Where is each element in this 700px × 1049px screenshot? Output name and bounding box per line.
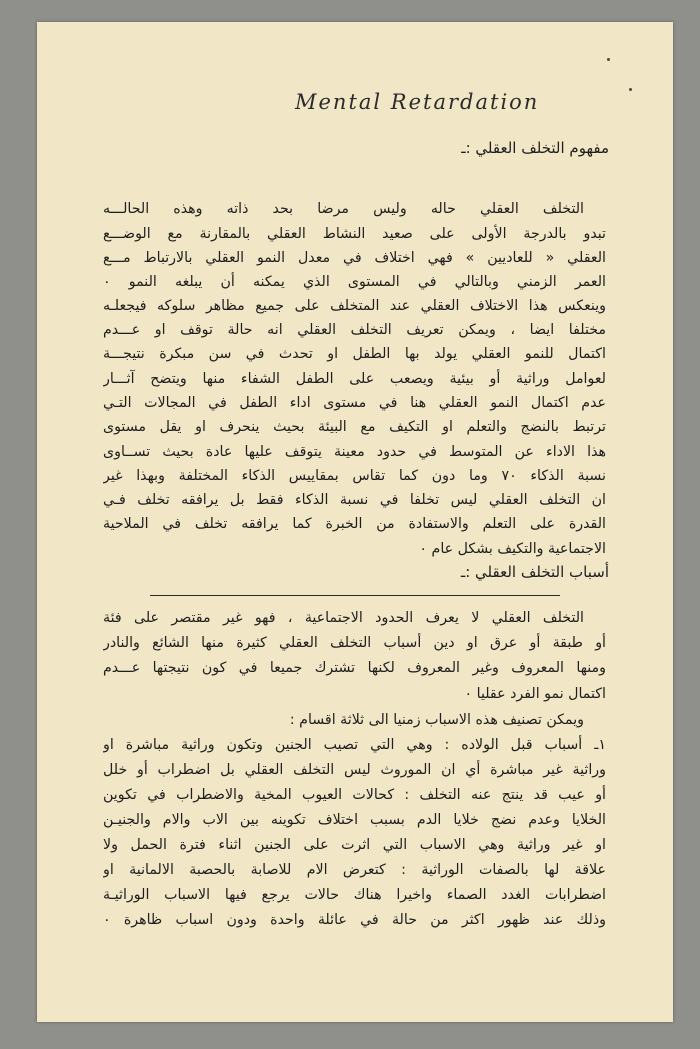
text-line: ومنها المعروف وغير المعروف لكنها تشترك جميعا في كون نتيجتها عـــدم [103,660,606,676]
text-line: ويمكن تصنيف هذه الاسباب زمنيا الى ثلاثة اقسام : [289,712,584,728]
text-line: وذلك عند ظهور اكثر من حالة في عائلة واحدة ودون اسباب ظاهرة ٠ [103,912,606,928]
text-line: أو طبقة أو عرق او دين أسباب التخلف العقلي كثيرة منها الشائع والنادر [103,635,606,651]
text-line: هذا الاداء عن المتوسط في حدود معينة يتوقف عليها عادة بحيث تســاوى [103,444,606,460]
pin-mark [629,88,632,91]
text-line: اكتمال نمو الفرد عقليا ٠ [464,686,606,702]
text-line: عدم اكتمال النمو العقلي هنا في مستوى اداء الطفل في المجالات التـي [103,395,606,411]
text-line: وينعكس هذا الاختلاف العقلي عند المتخلف على جميع مظاهر سلوكه فيجعلـه [103,298,606,314]
text-line: أو عيب قد ينتج عنه التخلف : كحالات العيوب المخية والاضطراب في تكوين [103,787,606,803]
text-line: الخلايا وعدم نضج خلايا الدم بسبب اختلاف تكوينه بين الاب والام والجنيـن [103,812,606,828]
text-line: اضطرابات الغدد الصماء واخيرا هناك حالات يرجع فيها الاسباب الوراثيـة [103,887,606,903]
text-line: علاقة لها بالصفات الوراثية : كتعرض الام للاصابة بالحصبة الالمانية او [103,862,606,878]
text-line: القدرة على التعلم والاستفادة من الخبرة كما يرافقه تخلف في الملاحية [103,516,606,532]
text-line: تبدو بالدرجة الأولى على صعيد النشاط العقلي بالمقارنة مع الوضـــع [103,226,606,242]
text-line: التخلف العقلي حاله وليس مرضا بحد ذاته وهذه الحالـــه [103,201,584,217]
heading-causes: أسباب التخلف العقلي :ـ [460,563,609,581]
text-line: الاجتماعية والتكيف بشكل عام ٠ [419,541,606,557]
text-line: العقلي « للعاديين » فهي اختلاف في معدل النمو العقلي بالارتباط مـــع [103,250,606,266]
text-line: اكتمال للنمو العقلي يولد بها الطفل او تحدث في سن مبكرة نتيجـــة [103,346,606,362]
text-line: مختلفا ايضا ، ويمكن تعريف التخلف العقلي انه حالة توقف او عـــدم [103,322,606,338]
text-line: او غير وراثية وهي الاسباب التي اثرت على الجنين اثناء فترة الحمل ولا [103,837,606,853]
text-line: لعوامل وراثية أو بيئية ويصعب على الطفل الشفاء منها ويتضح آثـــار [103,371,606,387]
text-line: ١ـ أسباب قبل الولاده : وهي التي تصيب الجنين وتكون وراثية مباشرة او [103,737,606,753]
text-line: وراثية غير مباشرة أي ان الموروث ليس التخلف العقلي بل اضطراب أو خلل [103,762,606,778]
text-line: نسبة الذكاء ٧٠ وما دون كما تقاس بمقاييس الذكاء المختلفة وبهذا غير [103,468,606,484]
text-line: العمر الزمني وبالتالي في المستوى الذي يمكنه أن يبلغه النمو ٠ [103,274,606,290]
section-divider [150,595,560,596]
document-title: Mental Retardation [295,90,540,114]
pin-mark [607,58,610,61]
text-line: ان التخلف العقلي ليس تخلفا في نسبة الذكاء فقط بل يرافقه تخلف فـي [103,492,606,508]
document-page [37,22,673,1022]
heading-concept: مفهوم التخلف العقلي :ـ [461,139,609,157]
text-line: ترتبط بالنضج والتعلم او التكيف مع البيئة بحيث ينحرف او يقل مستوى [103,419,606,435]
text-line: التخلف العقلي لا يعرف الحدود الاجتماعية ، فهو غير مقتصر على فئة [103,610,584,626]
